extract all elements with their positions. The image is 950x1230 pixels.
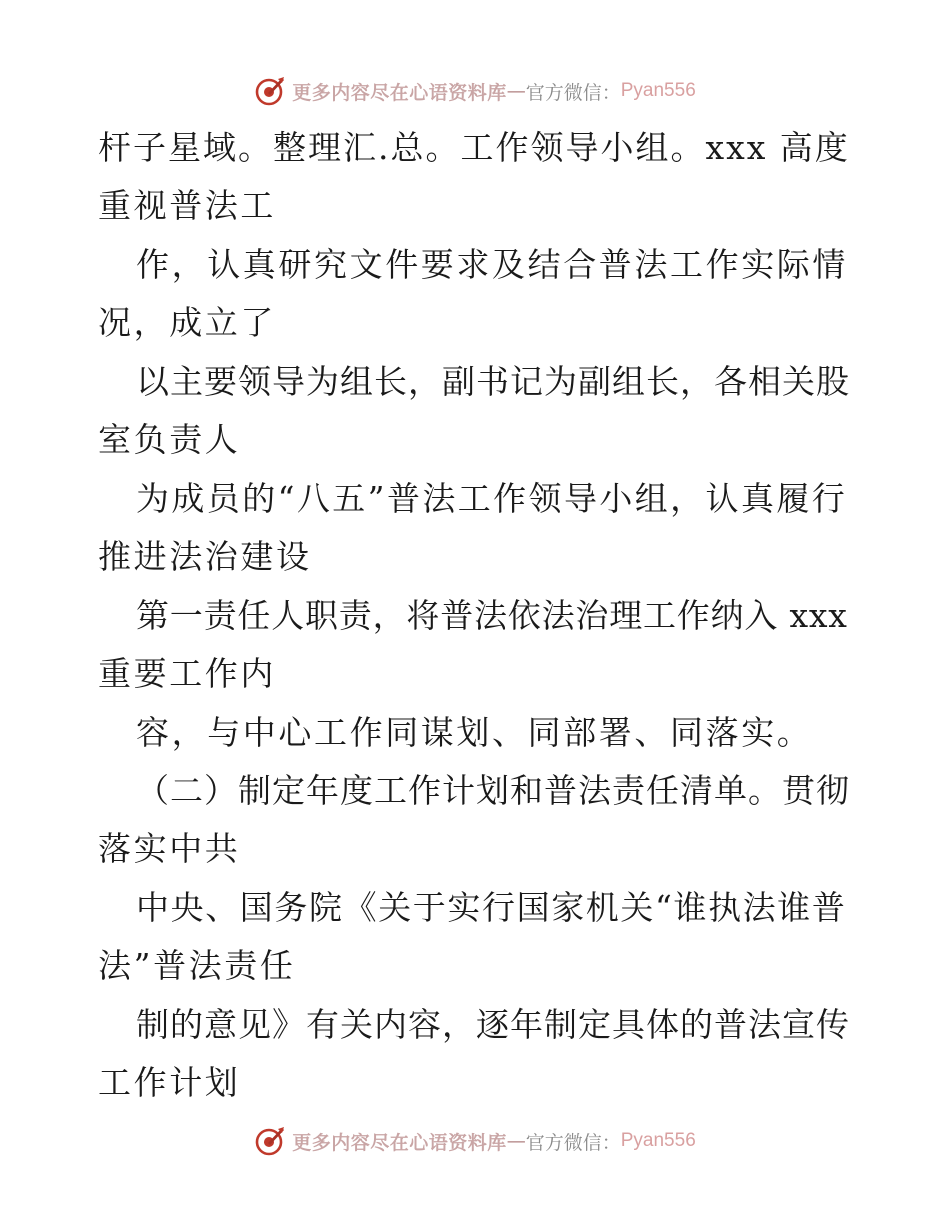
- text-line: 室负责人: [98, 420, 241, 459]
- watermark-wechat-label: 官方微信：: [525, 81, 621, 104]
- text-line: 落实中共: [98, 829, 241, 868]
- text-line: 作，认真研究文件要求及结合普法工作实际情: [136, 245, 848, 284]
- text-line: 制的意见》有关内容，逐年制定具体的普法宣传: [136, 1005, 850, 1044]
- watermark-separator: —: [506, 80, 526, 102]
- text-line: 重要工作内: [98, 654, 276, 693]
- watermark-wechat-id: Pyan556: [620, 1130, 696, 1151]
- text-line: 推进法治建设: [98, 537, 312, 576]
- text-line: 重视普法工: [98, 186, 276, 225]
- watermark-wechat-id: Pyan556: [620, 80, 696, 101]
- text-line: 容，与中心工作同谋划、同部署、同落实。: [136, 713, 813, 752]
- text-line: 中央、国务院《关于实行国家机关“谁执法谁普: [136, 888, 847, 927]
- text-line: 以主要领导为组长，副书记为副组长，各相关股: [136, 362, 850, 401]
- text-line: 况，成立了: [98, 303, 276, 342]
- text-line: 为成员的“八五”普法工作领导小组，认真履行: [136, 479, 848, 518]
- watermark-wechat-label: 官方微信：: [525, 1131, 621, 1154]
- footer-watermark: [0, 1121, 950, 1161]
- text-line: 工作计划: [98, 1063, 241, 1102]
- quill-logo-icon: [254, 1125, 286, 1157]
- watermark-main-text: 更多内容尽在心语资料库: [292, 81, 507, 104]
- text-line: 第一责任人职责，将普法依法治理工作纳入 xxx: [136, 596, 848, 635]
- text-line: 杆子星域。整理汇.总。工作领导小组。xxx 高度: [98, 128, 850, 167]
- watermark-separator: —: [506, 1130, 526, 1152]
- text-line: （二）制定年度工作计划和普法责任清单。贯彻: [136, 771, 850, 810]
- watermark-main-text: 更多内容尽在心语资料库: [292, 1131, 507, 1154]
- text-line: 法”普法责任: [98, 946, 296, 985]
